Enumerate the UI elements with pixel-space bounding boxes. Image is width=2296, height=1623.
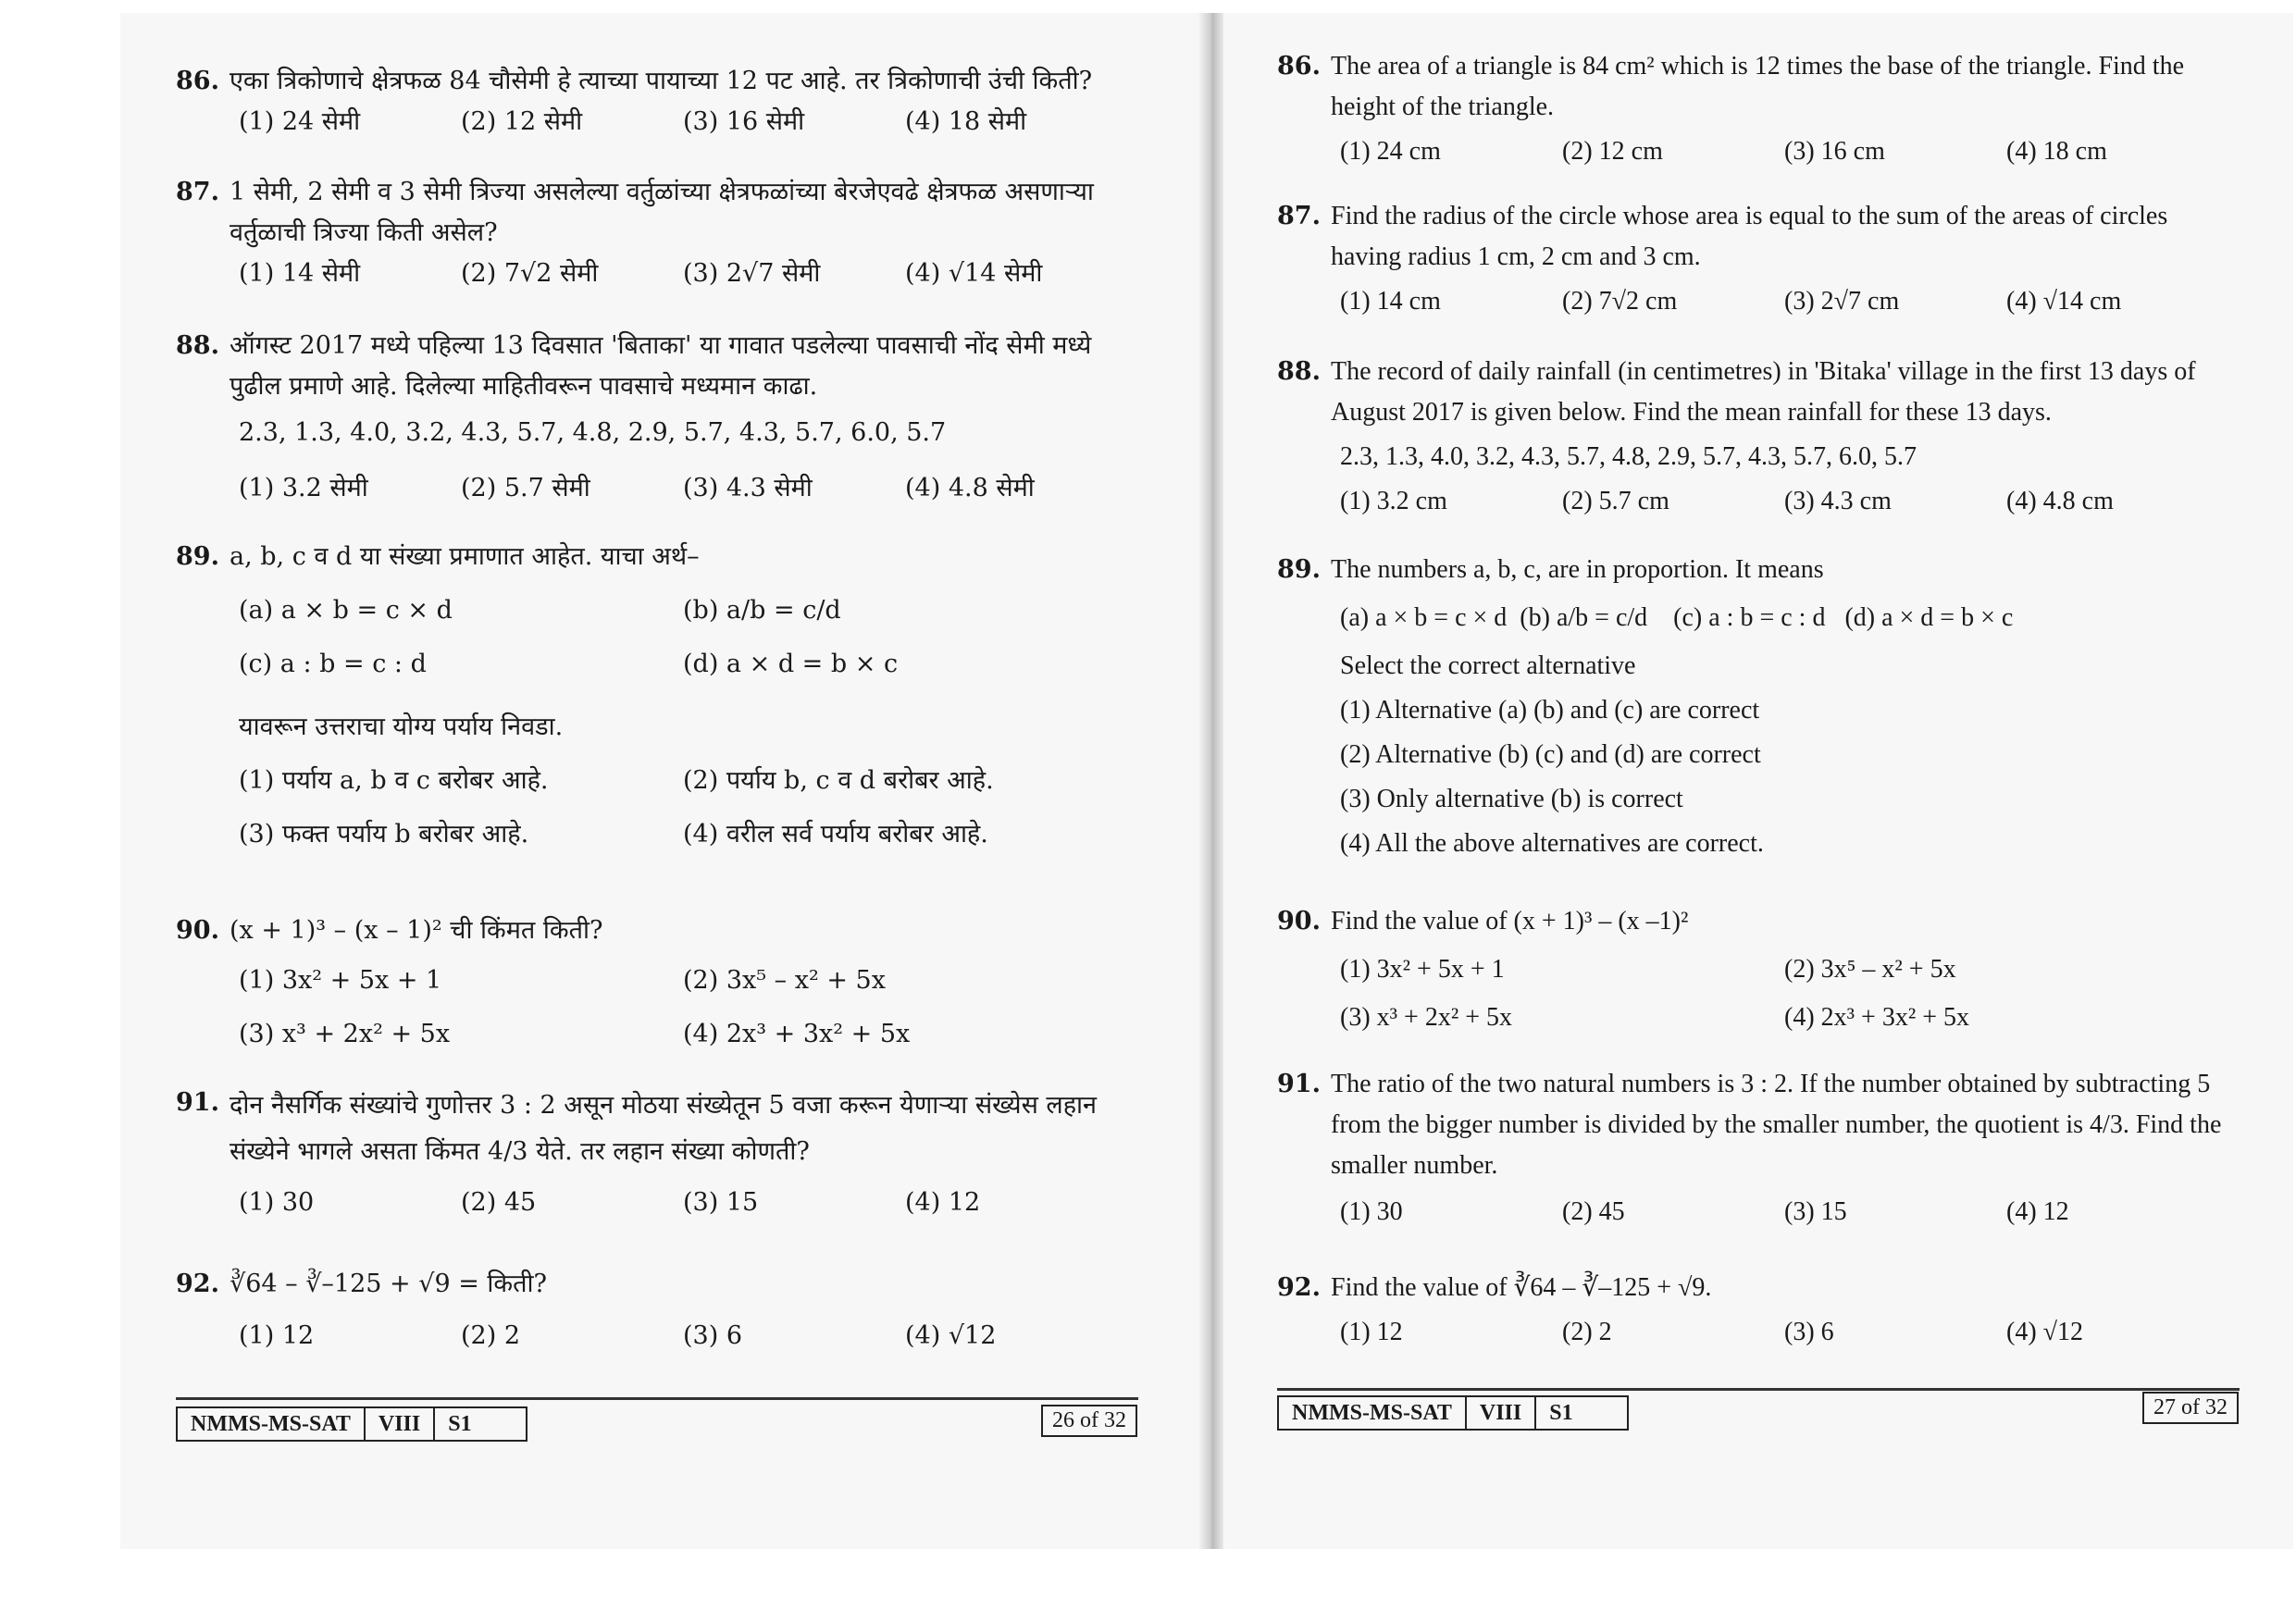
rainfall-data: 2.3, 1.3, 4.0, 3.2, 4.3, 5.7, 4.8, 2.9, 5.7, 4.3, 5.7, 6.0, 5.7 bbox=[1340, 442, 1917, 471]
options bbox=[1340, 131, 2240, 172]
options bbox=[239, 1316, 1138, 1357]
option-3: (3) 16 cm bbox=[1784, 137, 1885, 166]
page-number: 26 of 32 bbox=[1041, 1405, 1137, 1437]
option-4: (4) 4.8 cm bbox=[2006, 487, 2114, 515]
alt-a: (a) a × b = c × d bbox=[239, 596, 453, 625]
options bbox=[1340, 481, 2240, 522]
question-92-mr: 92. ∛64 – ∛–125 + √9 = किती? (1) 12 (2) 2 (3) 6 (4) √12 bbox=[176, 1264, 1138, 1357]
options bbox=[239, 1183, 1138, 1223]
option-3: (3) 4.3 cm bbox=[1784, 487, 1892, 515]
option-1: (1) 14 cm bbox=[1340, 287, 1441, 316]
option-1: (1) 24 cm bbox=[1340, 137, 1441, 166]
option-2: (2) 5.7 सेमी bbox=[461, 474, 590, 502]
option-3: (3) Only alternative (b) is correct bbox=[1340, 785, 1683, 813]
option-2: (2) 5.7 cm bbox=[1562, 487, 1669, 515]
option-2: (2) Alternative (b) (c) and (d) are correct bbox=[1340, 740, 1761, 769]
options bbox=[239, 960, 1138, 1055]
options bbox=[239, 468, 1138, 509]
option-4: (4) 18 सेमी bbox=[905, 107, 1027, 136]
question-86-mr: 86. एका त्रिकोणाचे क्षेत्रफळ 84 चौसेमी हे त्याच्या पायाच्या 12 पट आहे. तर त्रिकोणाची उंची किती? (1) 24 सेमी (2) 12 सेमी (3) 16 सेमी (4) 18 सेमी bbox=[176, 61, 1138, 142]
option-2: (2) 45 bbox=[461, 1188, 537, 1217]
option-4: (4) 18 cm bbox=[2006, 137, 2107, 166]
option-1: (1) Alternative (a) (b) and (c) are correct bbox=[1340, 696, 1760, 725]
option-3: (3) 6 bbox=[1784, 1318, 1834, 1346]
options bbox=[239, 761, 1138, 855]
option-3: (3) x³ + 2x² + 5x bbox=[239, 1020, 451, 1048]
option-2: (2) 3x⁵ – x² + 5x bbox=[1784, 955, 1956, 984]
option-1: (1) 12 bbox=[239, 1321, 315, 1350]
option-2: (2) 45 bbox=[1562, 1197, 1625, 1226]
option-4: (4) 12 bbox=[905, 1188, 981, 1217]
option-3: (3) 15 bbox=[1784, 1197, 1847, 1226]
alt-c: (c) a : b = c : d bbox=[239, 650, 427, 678]
option-4: (4) वरील सर्व पर्याय बरोबर आहे. bbox=[683, 820, 988, 849]
option-4: (4) √14 सेमी bbox=[905, 259, 1043, 288]
option-2: (2) पर्याय b, c व d बरोबर आहे. bbox=[683, 766, 994, 795]
question-89-en: 89. The numbers a, b, c, are in proportion. It means (a) a × b = c × d (b) a/b = c/d (c) a : b = c : d (d) a × d = b × c Select the correct alternative (1) Alternative (a) (b) and (c) are correct (2) Alternative (b) (c) and (d) are correct (3) Only alternative (b) is correct (4) All the above alternatives are correct. bbox=[1277, 550, 2240, 864]
option-2: (2) 12 सेमी bbox=[461, 107, 583, 136]
option-1: (1) 12 bbox=[1340, 1318, 1403, 1346]
question-88-en: 88. The record of daily rainfall (in centimetres) in 'Bitaka' village in the first 13 days of August 2017 is given below. Find the mean rainfall for these 13 days. 2.3, 1.3, 4.0, 3.2, 4.3, 5.7, 4.8, 2.9, 5.7, 4.3, 5.7, 6.0, 5.7 (1) 3.2 cm (2) 5.7 cm (3) 4.3 cm (4) 4.8 cm bbox=[1277, 352, 2240, 522]
option-3: (3) फक्त पर्याय b बरोबर आहे. bbox=[239, 820, 529, 849]
alternatives bbox=[239, 590, 1138, 685]
options bbox=[1340, 281, 2240, 322]
question-91-mr: 91. दोन नैसर्गिक संख्यांचे गुणोत्तर 3 : 2 असून मोठया संख्येतून 5 वजा करून येणाऱ्या संख्येस लहान संख्येने भागले असता किंमत 4/3 येते. तर लहान संख्या कोणती? (1) 30 (2) 45 (3) 15 (4) 12 bbox=[176, 1083, 1138, 1223]
options bbox=[1340, 1312, 2240, 1353]
option-1: (1) 30 bbox=[239, 1188, 315, 1217]
options bbox=[239, 254, 1138, 294]
alt-b: (b) a/b = c/d bbox=[683, 596, 841, 625]
book-fold bbox=[1199, 13, 1223, 1549]
options bbox=[1340, 949, 2240, 1038]
option-2: (2) 12 cm bbox=[1562, 137, 1663, 166]
option-2: (2) 3x⁵ – x² + 5x bbox=[683, 966, 886, 995]
question-92-en: 92. Find the value of ∛64 – ∛–125 + √9. (1) 12 (2) 2 (3) 6 (4) √12 bbox=[1277, 1268, 2240, 1353]
option-1: (1) 14 सेमी bbox=[239, 259, 361, 288]
rainfall-data: 2.3, 1.3, 4.0, 3.2, 4.3, 5.7, 4.8, 2.9, 5.7, 4.3, 5.7, 6.0, 5.7 bbox=[239, 418, 947, 447]
option-4: (4) √14 cm bbox=[2006, 287, 2122, 316]
option-2: (2) 2 bbox=[461, 1321, 521, 1350]
option-4: (4) √12 bbox=[905, 1321, 997, 1350]
question-91-en: 91. The ratio of the two natural numbers is 3 : 2. If the number obtained by subtracting 5 from the bigger number is divided by the smaller number, the quotient is 4/3. Find the smaller number. (1) 30 (2) 45 (3) 15 (4) 12 bbox=[1277, 1064, 2240, 1233]
option-4: (4) √12 bbox=[2006, 1318, 2084, 1346]
prompt: Select the correct alternative bbox=[1340, 651, 1636, 680]
footer-code-box: NMMS-MS-SAT VIII S1 bbox=[1277, 1395, 1629, 1431]
option-4: (4) 2x³ + 3x² + 5x bbox=[1784, 1003, 1970, 1032]
option-3: (3) 6 bbox=[683, 1321, 743, 1350]
option-2: (2) 2 bbox=[1562, 1318, 1612, 1346]
question-87-en: 87. Find the radius of the circle whose area is equal to the sum of the areas of circles having radius 1 cm, 2 cm and 3 cm. (1) 14 cm (2) 7√2 cm (3) 2√7 cm (4) √14 cm bbox=[1277, 196, 2240, 322]
question-87-mr: 87. 1 सेमी, 2 सेमी व 3 सेमी त्रिज्या असलेल्या वर्तुळांच्या क्षेत्रफळांच्या बेरजेएवढे क्षेत्रफळ असणाऱ्या वर्तुळाची त्रिज्या किती असेल? (1) 14 सेमी (2) 7√2 सेमी (3) 2√7 सेमी (4) √14 सेमी bbox=[176, 172, 1138, 294]
footer-rule bbox=[176, 1397, 1138, 1400]
option-2: (2) 7√2 सेमी bbox=[461, 259, 599, 288]
option-3: (3) 15 bbox=[683, 1188, 759, 1217]
option-3: (3) 2√7 cm bbox=[1784, 287, 1900, 316]
page-number: 27 of 32 bbox=[2142, 1392, 2239, 1424]
footer-rule bbox=[1277, 1388, 2240, 1391]
option-1: (1) पर्याय a, b व c बरोबर आहे. bbox=[239, 766, 549, 795]
option-1: (1) 3.2 सेमी bbox=[239, 474, 368, 502]
option-3: (3) x³ + 2x² + 5x bbox=[1340, 1003, 1513, 1032]
question-90-mr: 90. (x + 1)³ – (x – 1)² ची किंमत किती? (1) 3x² + 5x + 1 (2) 3x⁵ – x² + 5x (3) x³ + 2x² + 5x (4) 2x³ + 3x² + 5x bbox=[176, 911, 1138, 1055]
option-3: (3) 4.3 सेमी bbox=[683, 474, 813, 502]
option-2: (2) 7√2 cm bbox=[1562, 287, 1678, 316]
question-88-mr: 88. ऑगस्ट 2017 मध्ये पहिल्या 13 दिवसात 'बिताका' या गावात पडलेल्या पावसाची नोंद सेमी मध्ये पुढील प्रमाणे आहे. दिलेल्या माहितीवरून पावसाचे मध्यमान काढा. 2.3, 1.3, 4.0, 3.2, 4.3, 5.7, 4.8, 2.9, 5.7, 4.3, 5.7, 6.0, 5.7 (1) 3.2 सेमी (2) 5.7 सेमी (3) 4.3 सेमी (4) 4.8 सेमी bbox=[176, 326, 1138, 509]
option-1: (1) 24 सेमी bbox=[239, 107, 361, 136]
option-4: (4) 2x³ + 3x² + 5x bbox=[683, 1020, 911, 1048]
option-4: (4) 4.8 सेमी bbox=[905, 474, 1035, 502]
alternatives: (a) a × b = c × d (b) a/b = c/d (c) a : b = c : d (d) a × d = b × c bbox=[1340, 603, 2014, 632]
option-1: (1) 3x² + 5x + 1 bbox=[239, 966, 442, 995]
question-89-mr: 89. a, b, c व d या संख्या प्रमाणात आहेत. याचा अर्थ– (a) a × b = c × d (b) a/b = c/d (c) a : b = c : d (d) a × d = b × c यावरून उत्तराचा योग्य पर्याय निवडा. (1) पर्याय a, b व c बरोबर आहे. (2) पर्याय b, c व d बरोबर आहे. (3) फक्त पर्याय b बरोबर आहे. (4) वरील सर्व पर्याय बरोबर आहे. bbox=[176, 537, 1138, 855]
question-86-en: 86. The area of a triangle is 84 cm² which is 12 times the base of the triangle. Find the height of the triangle. (1) 24 cm (2) 12 cm (3) 16 cm (4) 18 cm bbox=[1277, 46, 2240, 172]
option-1: (1) 3x² + 5x + 1 bbox=[1340, 955, 1505, 984]
options bbox=[239, 102, 1138, 142]
prompt: यावरून उत्तराचा योग्य पर्याय निवडा. bbox=[239, 712, 564, 741]
option-3: (3) 16 सेमी bbox=[683, 107, 805, 136]
alt-d: (d) a × d = b × c bbox=[683, 650, 899, 678]
option-4: (4) 12 bbox=[2006, 1197, 2069, 1226]
option-1: (1) 3.2 cm bbox=[1340, 487, 1447, 515]
options bbox=[1277, 690, 2240, 864]
option-1: (1) 30 bbox=[1340, 1197, 1403, 1226]
option-3: (3) 2√7 सेमी bbox=[683, 259, 821, 288]
options bbox=[1340, 1192, 2240, 1233]
footer-code-box: NMMS-MS-SAT VIII S1 bbox=[176, 1406, 527, 1442]
question-90-en: 90. Find the value of (x + 1)³ – (x –1)² (1) 3x² + 5x + 1 (2) 3x⁵ – x² + 5x (3) x³ + 2x² + 5x (4) 2x³ + 3x² + 5x bbox=[1277, 901, 2240, 1038]
option-4: (4) All the above alternatives are correct. bbox=[1340, 829, 1764, 858]
